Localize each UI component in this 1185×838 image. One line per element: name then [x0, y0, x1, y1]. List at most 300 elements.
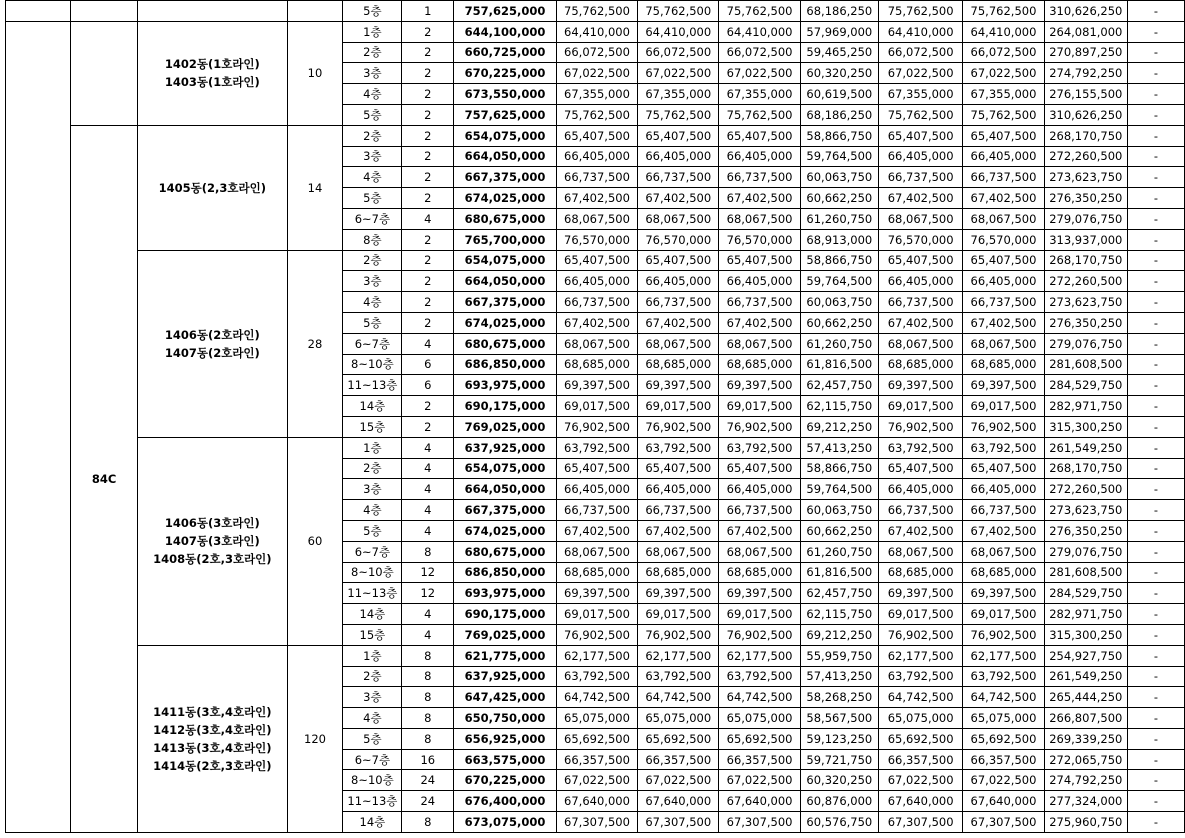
interim-4-cell: 64,410,000 [878, 21, 962, 42]
interim-2-cell: 67,022,500 [719, 770, 800, 791]
interim-1-cell: 76,902,500 [638, 624, 719, 645]
interim-1-cell: 65,692,500 [638, 728, 719, 749]
units-cell: 6 [402, 375, 454, 396]
units-cell: 24 [402, 770, 454, 791]
deposit-cell: 66,737,500 [556, 292, 637, 313]
interim-5-cell: 67,402,500 [963, 312, 1044, 333]
interim-2-cell: 66,737,500 [719, 167, 800, 188]
interim-2-cell: 65,407,500 [719, 250, 800, 271]
balance-cell: 270,897,250 [1044, 42, 1127, 63]
note-cell: - [1127, 624, 1184, 645]
deposit-cell: 67,402,500 [556, 520, 637, 541]
interim-2-cell: 64,742,500 [719, 687, 800, 708]
interim-2-cell: 65,407,500 [719, 458, 800, 479]
interim-3-cell: 58,866,750 [800, 250, 878, 271]
interim-5-cell: 68,685,000 [963, 562, 1044, 583]
interim-3-cell: 58,567,500 [800, 708, 878, 729]
interim-5-cell: 76,902,500 [963, 416, 1044, 437]
total-price-cell: 637,925,000 [454, 666, 557, 687]
building-name: 1407동(2호라인) [164, 345, 260, 360]
deposit-cell: 76,570,000 [556, 229, 637, 250]
total-price-cell: 667,375,000 [454, 292, 557, 313]
interim-3-cell: 68,186,250 [800, 104, 878, 125]
note-cell: - [1127, 604, 1184, 625]
interim-4-cell: 68,067,500 [878, 208, 962, 229]
interim-2-cell: 67,640,000 [719, 791, 800, 812]
balance-cell: 274,792,250 [1044, 63, 1127, 84]
balance-cell: 279,076,750 [1044, 333, 1127, 354]
interim-4-cell: 65,407,500 [878, 250, 962, 271]
building-cell [138, 125, 287, 250]
interim-5-cell: 66,737,500 [963, 167, 1044, 188]
interim-4-cell: 67,022,500 [878, 770, 962, 791]
interim-1-cell: 66,405,000 [638, 146, 719, 167]
deposit-cell: 68,067,500 [556, 333, 637, 354]
deposit-cell: 67,022,500 [556, 770, 637, 791]
note-cell: - [1127, 666, 1184, 687]
units-cell: 4 [402, 208, 454, 229]
interim-5-cell: 67,402,500 [963, 188, 1044, 209]
interim-4-cell: 69,017,500 [878, 604, 962, 625]
interim-1-cell: 69,017,500 [638, 396, 719, 417]
interim-2-cell: 68,685,000 [719, 354, 800, 375]
interim-2-cell: 76,570,000 [719, 229, 800, 250]
building-name: 1406동(2호라인) [164, 327, 260, 342]
interim-4-cell: 63,792,500 [878, 437, 962, 458]
units-cell: 2 [402, 42, 454, 63]
balance-cell: 268,170,750 [1044, 125, 1127, 146]
note-cell: - [1127, 104, 1184, 125]
units-cell: 12 [402, 583, 454, 604]
households-cell: 120 [287, 645, 343, 832]
note-cell: - [1127, 791, 1184, 812]
interim-3-cell: 61,260,750 [800, 333, 878, 354]
balance-cell: 268,170,750 [1044, 458, 1127, 479]
interim-1-cell: 67,402,500 [638, 520, 719, 541]
floor-cell: 6~7층 [343, 333, 402, 354]
interim-4-cell: 66,737,500 [878, 292, 962, 313]
floor-cell: 1층 [343, 437, 402, 458]
note-cell: - [1127, 250, 1184, 271]
interim-1-cell: 69,397,500 [638, 583, 719, 604]
interim-1-cell: 66,405,000 [638, 271, 719, 292]
interim-4-cell: 65,075,000 [878, 708, 962, 729]
building-cell [138, 645, 287, 832]
building-name: 1407동(3호라인) [164, 534, 260, 549]
interim-2-cell: 67,355,000 [719, 84, 800, 105]
interim-4-cell: 65,692,500 [878, 728, 962, 749]
floor-cell: 2층 [343, 250, 402, 271]
deposit-cell: 65,692,500 [556, 728, 637, 749]
interim-1-cell: 66,072,500 [638, 42, 719, 63]
interim-1-cell: 67,307,500 [638, 812, 719, 833]
interim-1-cell: 69,017,500 [638, 604, 719, 625]
total-price-cell: 686,850,000 [454, 354, 557, 375]
note-cell: - [1127, 728, 1184, 749]
deposit-cell: 75,762,500 [556, 104, 637, 125]
interim-5-cell: 69,017,500 [963, 604, 1044, 625]
interim-3-cell: 59,465,250 [800, 42, 878, 63]
balance-cell: 274,792,250 [1044, 770, 1127, 791]
note-cell: - [1127, 271, 1184, 292]
note-cell: - [1127, 770, 1184, 791]
note-cell: - [1127, 520, 1184, 541]
floor-cell: 5층 [343, 188, 402, 209]
interim-4-cell: 67,402,500 [878, 520, 962, 541]
interim-4-cell: 68,067,500 [878, 541, 962, 562]
floor-cell: 11~13층 [343, 583, 402, 604]
interim-3-cell: 59,721,750 [800, 749, 878, 770]
interim-1-cell: 76,570,000 [638, 229, 719, 250]
interim-5-cell: 67,022,500 [963, 63, 1044, 84]
interim-1-cell: 64,742,500 [638, 687, 719, 708]
interim-3-cell: 61,816,500 [800, 562, 878, 583]
interim-3-cell: 62,457,750 [800, 583, 878, 604]
floor-cell: 2층 [343, 666, 402, 687]
interim-1-cell: 75,762,500 [638, 104, 719, 125]
note-cell: - [1127, 708, 1184, 729]
floor-cell: 14층 [343, 396, 402, 417]
total-price-cell: 690,175,000 [454, 396, 557, 417]
interim-2-cell: 67,022,500 [719, 63, 800, 84]
interim-1-cell: 62,177,500 [638, 645, 719, 666]
units-cell: 2 [402, 104, 454, 125]
balance-cell: 284,529,750 [1044, 583, 1127, 604]
interim-2-cell: 69,397,500 [719, 583, 800, 604]
interim-2-cell: 67,402,500 [719, 520, 800, 541]
note-cell: - [1127, 188, 1184, 209]
deposit-cell: 68,067,500 [556, 208, 637, 229]
total-price-cell: 757,625,000 [454, 104, 557, 125]
note-cell: - [1127, 63, 1184, 84]
interim-3-cell: 68,913,000 [800, 229, 878, 250]
total-price-cell: 693,975,000 [454, 583, 557, 604]
floor-cell: 2층 [343, 458, 402, 479]
note-cell: - [1127, 562, 1184, 583]
interim-5-cell: 65,407,500 [963, 125, 1044, 146]
floor-cell: 5층 [343, 1, 402, 22]
note-cell: - [1127, 416, 1184, 437]
note-cell: - [1127, 687, 1184, 708]
interim-1-cell: 65,075,000 [638, 708, 719, 729]
total-price-cell: 670,225,000 [454, 63, 557, 84]
interim-5-cell: 66,357,500 [963, 749, 1044, 770]
interim-4-cell: 67,022,500 [878, 63, 962, 84]
interim-1-cell: 64,410,000 [638, 21, 719, 42]
interim-3-cell: 61,816,500 [800, 354, 878, 375]
total-price-cell: 664,050,000 [454, 479, 557, 500]
interim-3-cell: 60,063,750 [800, 500, 878, 521]
note-cell: - [1127, 812, 1184, 833]
total-price-cell: 769,025,000 [454, 416, 557, 437]
floor-cell: 5층 [343, 312, 402, 333]
balance-cell: 281,608,500 [1044, 354, 1127, 375]
interim-2-cell: 68,067,500 [719, 541, 800, 562]
floor-cell: 11~13층 [343, 375, 402, 396]
deposit-cell: 64,410,000 [556, 21, 637, 42]
interim-3-cell: 60,662,250 [800, 312, 878, 333]
interim-1-cell: 68,685,000 [638, 354, 719, 375]
interim-4-cell: 63,792,500 [878, 666, 962, 687]
interim-5-cell: 69,397,500 [963, 583, 1044, 604]
interim-4-cell: 69,397,500 [878, 583, 962, 604]
interim-5-cell: 65,692,500 [963, 728, 1044, 749]
note-cell: - [1127, 437, 1184, 458]
interim-5-cell: 69,017,500 [963, 396, 1044, 417]
floor-cell: 3층 [343, 146, 402, 167]
balance-cell: 268,170,750 [1044, 250, 1127, 271]
balance-cell: 266,807,500 [1044, 708, 1127, 729]
interim-4-cell: 66,405,000 [878, 271, 962, 292]
interim-3-cell: 59,123,250 [800, 728, 878, 749]
building-name: 1403동(1호라인) [164, 75, 260, 90]
units-cell: 4 [402, 500, 454, 521]
type-cell [71, 21, 138, 125]
deposit-cell: 76,902,500 [556, 624, 637, 645]
total-price-cell: 621,775,000 [454, 645, 557, 666]
note-cell: - [1127, 333, 1184, 354]
total-price-cell: 680,675,000 [454, 208, 557, 229]
total-price-cell: 637,925,000 [454, 437, 557, 458]
floor-cell: 15층 [343, 416, 402, 437]
deposit-cell: 68,685,000 [556, 562, 637, 583]
type-blank-cell [71, 1, 138, 22]
interim-4-cell: 67,640,000 [878, 791, 962, 812]
interim-4-cell: 75,762,500 [878, 104, 962, 125]
interim-5-cell: 75,762,500 [963, 1, 1044, 22]
interim-5-cell: 63,792,500 [963, 437, 1044, 458]
note-cell: - [1127, 208, 1184, 229]
units-cell: 16 [402, 749, 454, 770]
interim-4-cell: 66,737,500 [878, 167, 962, 188]
interim-1-cell: 67,402,500 [638, 312, 719, 333]
interim-3-cell: 60,619,500 [800, 84, 878, 105]
interim-2-cell: 75,762,500 [719, 104, 800, 125]
interim-1-cell: 66,405,000 [638, 479, 719, 500]
total-price-cell: 693,975,000 [454, 375, 557, 396]
interim-4-cell: 68,685,000 [878, 354, 962, 375]
interim-1-cell: 66,357,500 [638, 749, 719, 770]
deposit-cell: 68,685,000 [556, 354, 637, 375]
total-price-cell: 676,400,000 [454, 791, 557, 812]
interim-3-cell: 60,063,750 [800, 292, 878, 313]
units-cell: 2 [402, 21, 454, 42]
deposit-cell: 67,402,500 [556, 188, 637, 209]
deposit-cell: 67,402,500 [556, 312, 637, 333]
floor-cell: 5층 [343, 104, 402, 125]
interim-1-cell: 67,402,500 [638, 188, 719, 209]
interim-3-cell: 60,320,250 [800, 63, 878, 84]
note-cell: - [1127, 1, 1184, 22]
interim-4-cell: 65,407,500 [878, 458, 962, 479]
balance-cell: 313,937,000 [1044, 229, 1127, 250]
interim-5-cell: 66,072,500 [963, 42, 1044, 63]
total-price-cell: 654,075,000 [454, 250, 557, 271]
balance-cell: 273,623,750 [1044, 292, 1127, 313]
deposit-cell: 69,397,500 [556, 375, 637, 396]
interim-2-cell: 65,692,500 [719, 728, 800, 749]
households-cell: 14 [287, 125, 343, 250]
table-row [6, 125, 1185, 146]
units-cell: 2 [402, 125, 454, 146]
floor-cell: 2층 [343, 125, 402, 146]
interim-4-cell: 66,405,000 [878, 479, 962, 500]
units-cell: 2 [402, 271, 454, 292]
deposit-cell: 67,355,000 [556, 84, 637, 105]
balance-cell: 272,260,500 [1044, 146, 1127, 167]
units-cell: 4 [402, 458, 454, 479]
balance-cell: 279,076,750 [1044, 208, 1127, 229]
building-name: 1402동(1호라인) [164, 57, 260, 72]
note-cell: - [1127, 167, 1184, 188]
building-name: 1413동(3호,4호라인) [153, 740, 272, 755]
deposit-cell: 66,357,500 [556, 749, 637, 770]
building-cell [138, 437, 287, 645]
units-cell: 8 [402, 666, 454, 687]
interim-3-cell: 58,268,250 [800, 687, 878, 708]
interim-1-cell: 67,640,000 [638, 791, 719, 812]
interim-3-cell: 60,576,750 [800, 812, 878, 833]
deposit-cell: 64,742,500 [556, 687, 637, 708]
interim-5-cell: 68,685,000 [963, 354, 1044, 375]
interim-5-cell: 65,075,000 [963, 708, 1044, 729]
interim-5-cell: 63,792,500 [963, 666, 1044, 687]
total-price-cell: 644,100,000 [454, 21, 557, 42]
interim-2-cell: 66,737,500 [719, 500, 800, 521]
interim-1-cell: 67,022,500 [638, 63, 719, 84]
units-cell: 8 [402, 708, 454, 729]
interim-3-cell: 69,212,250 [800, 416, 878, 437]
floor-cell: 3층 [343, 271, 402, 292]
interim-2-cell: 63,792,500 [719, 437, 800, 458]
total-price-cell: 769,025,000 [454, 624, 557, 645]
interim-3-cell: 62,115,750 [800, 604, 878, 625]
table-row [6, 437, 1185, 458]
interim-1-cell: 75,762,500 [638, 1, 719, 22]
balance-cell: 315,300,250 [1044, 416, 1127, 437]
units-cell: 4 [402, 604, 454, 625]
floor-cell: 1층 [343, 21, 402, 42]
interim-5-cell: 68,067,500 [963, 333, 1044, 354]
units-cell: 2 [402, 84, 454, 105]
interim-5-cell: 67,640,000 [963, 791, 1044, 812]
deposit-cell: 67,022,500 [556, 63, 637, 84]
deposit-cell: 75,762,500 [556, 1, 637, 22]
balance-cell: 282,971,750 [1044, 604, 1127, 625]
balance-cell: 284,529,750 [1044, 375, 1127, 396]
interim-1-cell: 63,792,500 [638, 666, 719, 687]
balance-cell: 254,927,750 [1044, 645, 1127, 666]
building-name: 1414동(2호,3호라인) [153, 758, 272, 773]
interim-3-cell: 58,866,750 [800, 458, 878, 479]
interim-5-cell: 68,067,500 [963, 208, 1044, 229]
floor-cell: 6~7층 [343, 208, 402, 229]
total-price-cell: 660,725,000 [454, 42, 557, 63]
units-cell: 4 [402, 624, 454, 645]
interim-4-cell: 66,737,500 [878, 500, 962, 521]
floor-cell: 11~13층 [343, 791, 402, 812]
units-cell: 6 [402, 354, 454, 375]
interim-3-cell: 60,063,750 [800, 167, 878, 188]
interim-5-cell: 76,902,500 [963, 624, 1044, 645]
interim-1-cell: 69,397,500 [638, 375, 719, 396]
note-cell: - [1127, 354, 1184, 375]
note-cell: - [1127, 375, 1184, 396]
interim-4-cell: 75,762,500 [878, 1, 962, 22]
interim-4-cell: 67,307,500 [878, 812, 962, 833]
interim-1-cell: 67,022,500 [638, 770, 719, 791]
units-cell: 2 [402, 188, 454, 209]
interim-4-cell: 68,067,500 [878, 333, 962, 354]
balance-cell: 269,339,250 [1044, 728, 1127, 749]
total-price-cell: 654,075,000 [454, 458, 557, 479]
units-cell: 8 [402, 687, 454, 708]
balance-cell: 310,626,250 [1044, 104, 1127, 125]
deposit-cell: 67,640,000 [556, 791, 637, 812]
floor-cell: 6~7층 [343, 749, 402, 770]
interim-2-cell: 62,177,500 [719, 645, 800, 666]
note-cell: - [1127, 458, 1184, 479]
balance-cell: 272,260,500 [1044, 271, 1127, 292]
interim-2-cell: 66,405,000 [719, 271, 800, 292]
floor-cell: 1층 [343, 645, 402, 666]
interim-3-cell: 59,764,500 [800, 271, 878, 292]
units-cell: 24 [402, 791, 454, 812]
interim-4-cell: 66,072,500 [878, 42, 962, 63]
total-price-cell: 663,575,000 [454, 749, 557, 770]
units-cell: 1 [402, 1, 454, 22]
left-margin-cell [6, 1, 71, 22]
floor-cell: 6~7층 [343, 541, 402, 562]
table-row [6, 250, 1185, 271]
type-cell: 84C [71, 125, 138, 832]
total-price-cell: 664,050,000 [454, 146, 557, 167]
total-price-cell: 757,625,000 [454, 1, 557, 22]
deposit-cell: 66,737,500 [556, 167, 637, 188]
interim-4-cell: 64,742,500 [878, 687, 962, 708]
interim-3-cell: 62,457,750 [800, 375, 878, 396]
floor-cell: 4층 [343, 167, 402, 188]
interim-2-cell: 65,075,000 [719, 708, 800, 729]
floor-cell: 5층 [343, 520, 402, 541]
interim-3-cell: 61,260,750 [800, 208, 878, 229]
interim-5-cell: 68,067,500 [963, 541, 1044, 562]
table-row [6, 1, 1185, 22]
interim-2-cell: 76,902,500 [719, 624, 800, 645]
interim-1-cell: 66,737,500 [638, 167, 719, 188]
interim-1-cell: 76,902,500 [638, 416, 719, 437]
units-cell: 2 [402, 63, 454, 84]
interim-4-cell: 66,405,000 [878, 146, 962, 167]
units-cell: 8 [402, 645, 454, 666]
deposit-cell: 76,902,500 [556, 416, 637, 437]
households-cell: 10 [287, 21, 343, 125]
floor-cell: 4층 [343, 708, 402, 729]
floor-cell: 3층 [343, 479, 402, 500]
interim-2-cell: 67,402,500 [719, 188, 800, 209]
interim-4-cell: 69,397,500 [878, 375, 962, 396]
interim-5-cell: 75,762,500 [963, 104, 1044, 125]
interim-2-cell: 67,307,500 [719, 812, 800, 833]
interim-5-cell: 67,355,000 [963, 84, 1044, 105]
table-row [6, 645, 1185, 666]
note-cell: - [1127, 125, 1184, 146]
units-cell: 2 [402, 396, 454, 417]
building-name: 1405동(2,3호라인) [158, 180, 266, 195]
units-cell: 4 [402, 479, 454, 500]
note-cell: - [1127, 229, 1184, 250]
deposit-cell: 69,397,500 [556, 583, 637, 604]
